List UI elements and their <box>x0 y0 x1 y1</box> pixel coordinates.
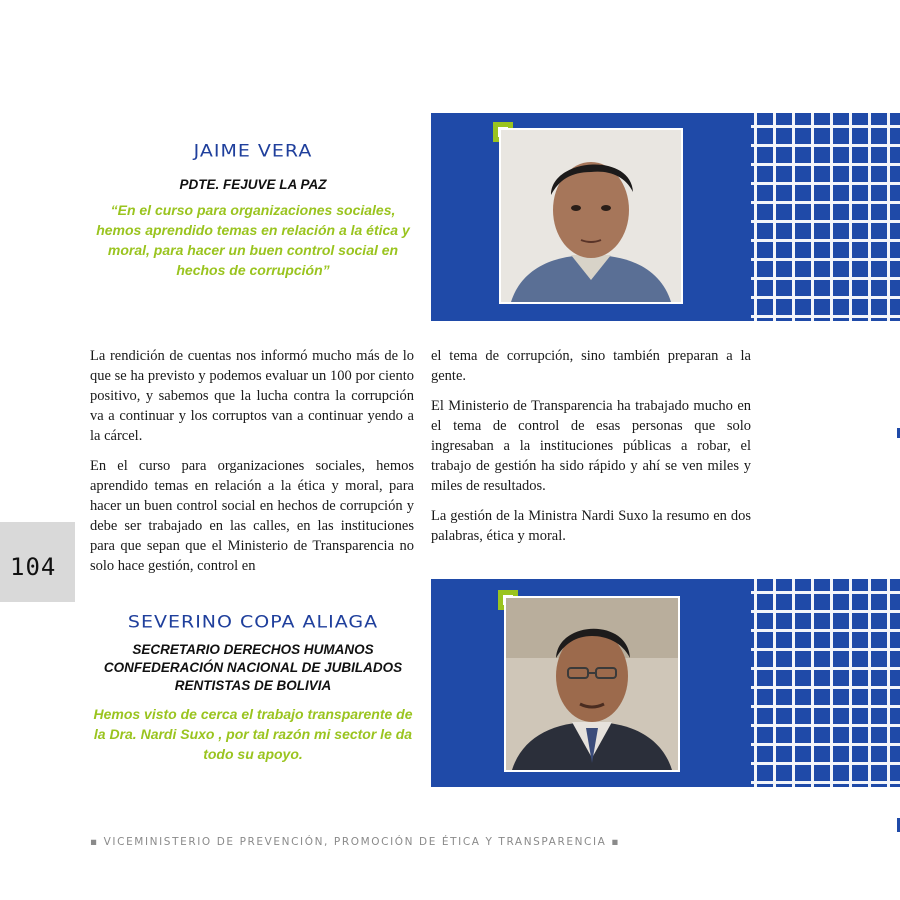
profile2-photo-panel <box>431 579 900 787</box>
article-paragraph: La gestión de la Ministra Nardi Suxo la resumo en dos palabras, ética y moral. <box>431 508 751 544</box>
profile2-role-line: CONFEDERACIÓN NACIONAL DE JUBILADOS <box>103 660 403 675</box>
profile2-role-line: SECRETARIO DERECHOS HUMANOS <box>132 642 374 657</box>
profile1-portrait-photo <box>499 128 683 304</box>
page-number: 104 <box>10 553 57 581</box>
article-paragraph: En el curso para organizaciones sociales, hemos aprendido temas en relación a la ética y moral, para hacer un buen control social en hechos de corrupción y debe ser trabajado en las calles, en las instituciones para que sepan que el Ministerio de Transparencia no solo hace gestión, control en <box>90 458 414 574</box>
profile2-role <box>90 641 416 695</box>
article-paragraph: La rendición de cuentas nos informó mucho más de lo que se ha previsto y podemos evaluar un 100 por ciento positivo, y sabemos que la lucha contra la corrupción va a continuar y los corruptos van a continuar yendo a la cárcel. <box>90 348 414 444</box>
profile2-portrait-photo <box>504 596 680 772</box>
profile1-role: PDTE. FEJUVE LA PAZ <box>179 177 327 192</box>
article-paragraph: El Ministerio de Transparencia ha trabajado mucho en el tema de control de esas personas que solo ingresaban a la instituciones públicas a robar, el trabajo de gestión ha sido rápido y ahí se ven miles y miles de resultados. <box>431 398 751 494</box>
profile1-name: JAIME VERA <box>193 141 313 161</box>
greek-key-pattern <box>751 113 900 321</box>
profile2-quote: Hemos visto de cerca el trabajo transparente de la Dra. Nardi Suxo , por tal razón mi sector le da todo su apoyo. <box>93 706 413 762</box>
profile2-name: SEVERINO COPA ALIAGA <box>127 612 379 632</box>
greek-key-pattern <box>751 579 900 787</box>
profile1-photo-panel <box>431 113 900 321</box>
profile1-quote: “En el curso para organizaciones sociales, hemos aprendido temas en relación a la ética y moral, para hacer un buen control social en hechos de corrupción” <box>96 202 410 278</box>
article-paragraph: el tema de corrupción, sino también preparan a la gente. <box>431 348 751 384</box>
page-number-tab <box>0 522 75 602</box>
profile2-role-line: RENTISTAS DE BOLIVIA <box>174 678 332 693</box>
article-column-2 <box>431 346 751 556</box>
footer-text: ▪ VICEMINISTERIO DE PREVENCIÓN, PROMOCIÓN DE ÉTICA Y TRANSPARENCIA ▪ <box>90 836 621 848</box>
article-column-1 <box>90 346 414 586</box>
